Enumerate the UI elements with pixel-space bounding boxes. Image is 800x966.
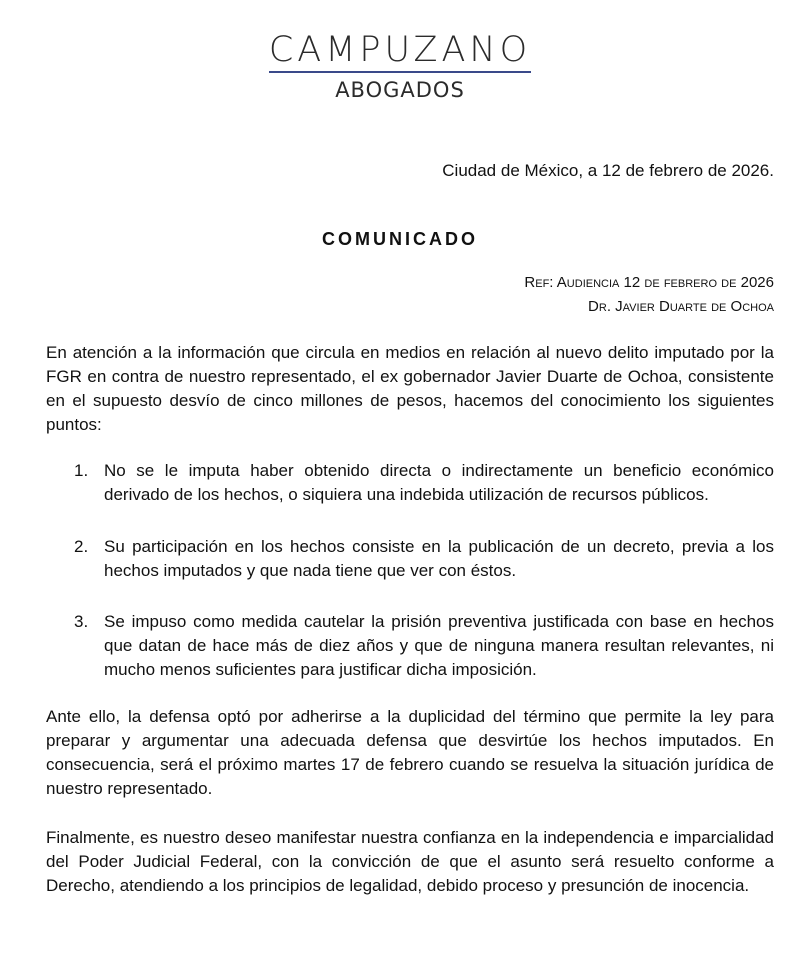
- firm-subtitle: ABOGADOS: [335, 78, 465, 102]
- firm-name: CAMPUZANO: [268, 30, 532, 70]
- list-item-text: No se le imputa haber obtenido directa o indirectamente un beneficio económico derivado de los hechos, o siquiera una indebida utilización de recursos públicos.: [104, 461, 774, 504]
- intro-paragraph: En atención a la información que circula en medios en relación al nuevo delito imputado por la FGR en contra de nuestro representado, el ex gobernador Javier Duarte de Ochoa, consistente en el supuesto desvío de cinco millones de pesos, hacemos del conocimiento los siguientes puntos:: [46, 343, 774, 434]
- date-line: Ciudad de México, a 12 de febrero de 2026.: [442, 161, 774, 180]
- firm-logo: [0, 30, 800, 103]
- list-item-number: 2.: [74, 537, 89, 556]
- list-item: [74, 459, 774, 507]
- logo-divider: [269, 71, 531, 73]
- closing-paragraph: Finalmente, es nuestro deseo manifestar nuestra confianza en la independencia e imparcialidad del Poder Judicial Federal, con la convicción de que el asunto será resuelto conforme a Derecho, atendiendo a los principios de legalidad, debido proceso y presunción de inocencia.: [46, 828, 774, 895]
- reference-line-client: Dr. Javier Duarte de Ochoa: [588, 298, 774, 315]
- list-item-number: 3.: [74, 612, 89, 631]
- list-item-text: Se impuso como medida cautelar la prisión preventiva justificada con base en hechos que datan de hace más de diez años y que de ninguna manera resultan relevantes, ni mucho menos suficientes para justificar dicha imposición.: [104, 612, 774, 679]
- list-item: [74, 610, 774, 682]
- defense-paragraph: Ante ello, la defensa optó por adherirse a la duplicidad del término que permite la ley para preparar y argumentar una adecuada defensa que desvirtúe los hechos imputados. En consecuencia, será el próximo martes 17 de febrero cuando se resuelva la situación jurídica de nuestro representado.: [46, 707, 774, 798]
- list-item: [74, 535, 774, 583]
- document-title: COMUNICADO: [322, 229, 478, 249]
- list-item-text: Su participación en los hechos consiste en la publicación de un decreto, previa a los hechos imputados y que nada tiene que ver con éstos.: [104, 537, 774, 580]
- reference-line-hearing: Ref: Audiencia 12 de febrero de 2026: [524, 274, 774, 291]
- list-item-number: 1.: [74, 461, 89, 480]
- reference-block: [524, 271, 774, 319]
